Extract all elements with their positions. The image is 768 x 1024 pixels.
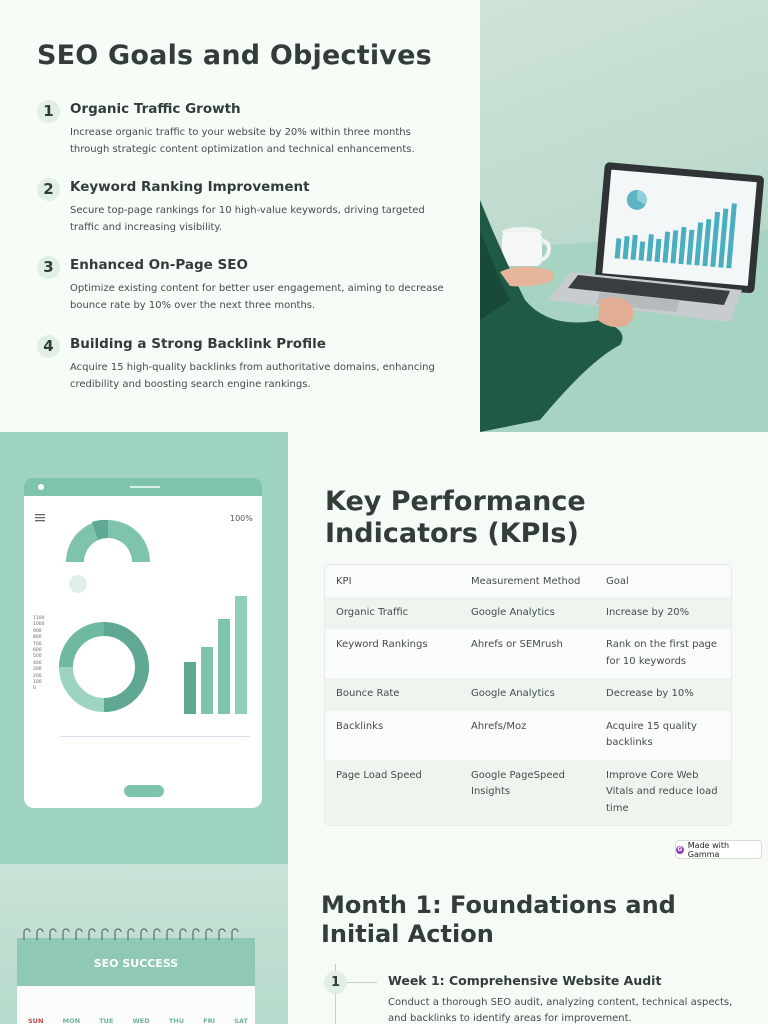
- timeline-number: 1: [324, 971, 347, 994]
- calendar-day: TUE: [99, 1017, 114, 1024]
- calendar-day: WED: [132, 1017, 150, 1024]
- week-title: Week 1: Comprehensive Website Audit: [388, 973, 662, 988]
- goal-number: 2: [37, 178, 60, 201]
- tablet-photo: [0, 432, 288, 864]
- calendar-day: SUN: [28, 1017, 44, 1024]
- month-title: Month 1: Foundations and Initial Action: [321, 891, 676, 948]
- tablet-axis-tick: 1100: [33, 616, 45, 621]
- tablet-axis-tick: 600: [33, 648, 42, 654]
- table-cell: Bounce Rate: [336, 688, 400, 699]
- tablet-axis-tick: 1000: [33, 622, 45, 628]
- laptop-illustration: [480, 0, 768, 432]
- table-row: [325, 678, 731, 711]
- tablet-axis-tick: 700: [33, 641, 42, 647]
- goal-title: Keyword Ranking Improvement: [70, 179, 310, 195]
- tablet-axis-tick: 200: [33, 673, 42, 679]
- tablet-axis: [33, 616, 53, 693]
- table-cell: Rank on the first page for 10 keywords: [606, 639, 718, 667]
- table-cell: Ahrefs/Moz: [471, 720, 527, 732]
- tablet-axis-tick: 0: [33, 686, 36, 692]
- calendar-illustration: [0, 864, 288, 1024]
- timeline-connector: [345, 982, 377, 983]
- calendar-days: [28, 1017, 248, 1024]
- goal-description: Secure top-page rankings for 10 high-value keywords, driving targeted traffic and increasing visibility.: [70, 205, 425, 233]
- goals-section: [0, 0, 768, 432]
- made-with-gamma-badge[interactable]: [675, 840, 762, 859]
- column-header: Goal: [606, 576, 629, 587]
- tablet-axis-tick: 400: [33, 660, 42, 666]
- table-cell: Organic Traffic: [336, 606, 409, 618]
- table-cell: Backlinks: [336, 720, 384, 732]
- table-header-row: [325, 565, 731, 597]
- column-header: KPI: [336, 576, 352, 587]
- table-cell: Decrease by 10%: [606, 688, 694, 699]
- table-row: [325, 711, 731, 760]
- goal-title: Organic Traffic Growth: [70, 101, 241, 117]
- kpi-table: [324, 564, 732, 826]
- calendar-day: THU: [168, 1017, 184, 1024]
- calendar-photo: [0, 864, 288, 1024]
- table-row: [325, 760, 731, 826]
- table-cell: Increase by 20%: [606, 606, 690, 618]
- laptop-photo: [480, 0, 768, 432]
- goal-description: Acquire 15 high-quality backlinks from authoritative domains, enhancing credibility and boosting search engine rankings.: [70, 362, 435, 390]
- goal-number: 1: [37, 100, 60, 123]
- tablet-percent-label: 100%: [230, 514, 253, 523]
- goals-title: SEO Goals and Objectives: [37, 40, 432, 71]
- table-cell: Page Load Speed: [336, 769, 422, 781]
- kpi-title: Key Performance Indicators (KPIs): [325, 486, 586, 549]
- menu-icon: [35, 514, 45, 521]
- table-row: [325, 597, 731, 630]
- table-cell: Google PageSpeed Insights: [471, 769, 565, 797]
- goal-title: Enhanced On-Page SEO: [70, 257, 248, 273]
- goal-number: 3: [37, 256, 60, 279]
- goal-description: Optimize existing content for better user engagement, aiming to decrease bounce rate by 10% over the next three months.: [70, 283, 444, 311]
- table-cell: Acquire 15 quality backlinks: [606, 720, 697, 748]
- tablet-axis-tick: 300: [33, 667, 42, 673]
- tablet-axis-tick: 800: [33, 635, 42, 641]
- tablet-axis-tick: 500: [33, 654, 42, 660]
- tablet-axis-tick: 900: [33, 628, 42, 634]
- table-cell: Improve Core Web Vitals and reduce load time: [606, 769, 718, 814]
- calendar-title: SEO SUCCESS: [93, 957, 179, 970]
- table-row: [325, 629, 731, 678]
- table-cell: Google Analytics: [471, 688, 555, 699]
- badge-label: Made with Gamma: [687, 840, 730, 859]
- column-header: Measurement Method: [471, 576, 581, 587]
- table-cell: Keyword Rankings: [336, 639, 428, 650]
- goal-number: 4: [37, 335, 60, 358]
- table-cell: Google Analytics: [471, 606, 555, 618]
- calendar-day: MON: [62, 1017, 81, 1024]
- gamma-logo-icon: G: [677, 845, 683, 853]
- goal-description: Increase organic traffic to your website by 20% within three months through strategic content optimization and technical enhancements.: [70, 127, 415, 155]
- table-cell: Ahrefs or SEMrush: [471, 639, 563, 650]
- calendar-day: SAT: [234, 1017, 248, 1024]
- tablet-axis-tick: 100: [33, 680, 42, 686]
- goal-title: Building a Strong Backlink Profile: [70, 336, 326, 352]
- calendar-day: FRI: [203, 1017, 216, 1024]
- week-description: Conduct a thorough SEO audit, analyzing content, technical aspects, and backlinks to identify areas for improvement.: [388, 997, 733, 1024]
